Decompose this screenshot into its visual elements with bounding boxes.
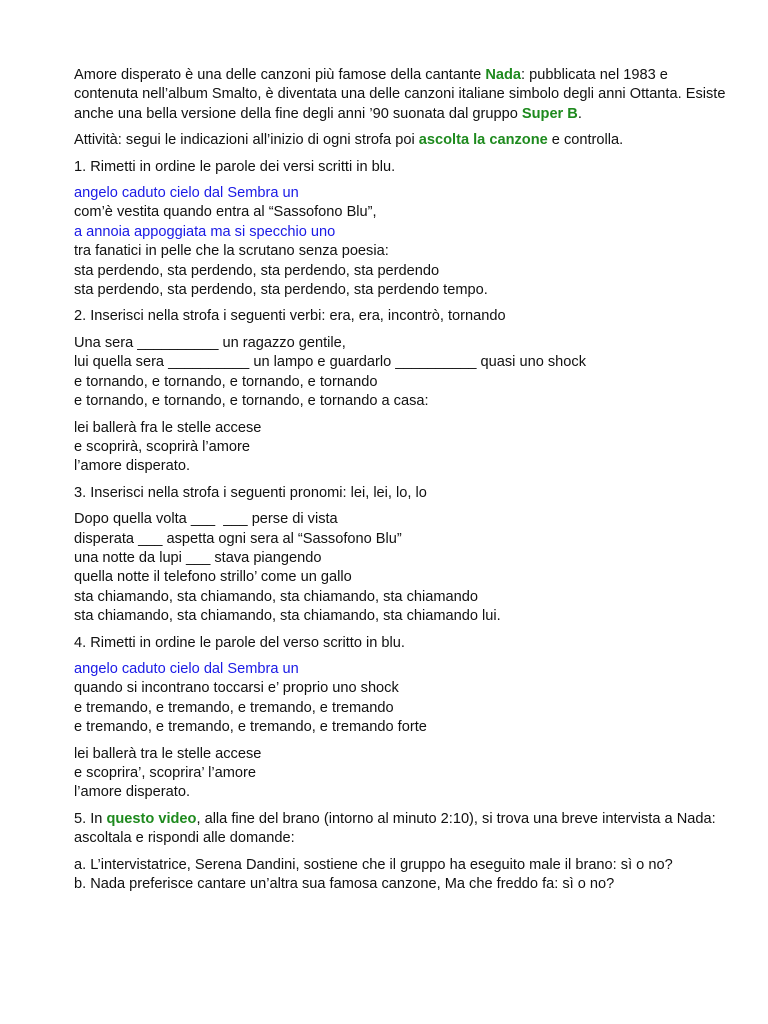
intro-text-continued: : pubblicata nel 1983 e contenuta nell’album Smalto, è diventata una delle canzoni italiane simbolo degli anni Ottanta. Esiste anche una bella versione della fine degli anni ’90 suonata dal gruppo	[74, 67, 726, 122]
intro-paragraph	[74, 66, 728, 124]
exercise-2-instruction: 2. Inserisci nella strofa i seguenti verbi: era, era, incontrò, tornando	[74, 308, 506, 325]
verse-line: com’è vestita quando entra al “Sassofono Blu”,	[74, 204, 377, 221]
exercise-4-instruction: 4. Rimetti in ordine le parole del verso scritto in blu.	[74, 634, 405, 651]
verse-line: e tremando, e tremando, e tremando, e tremando forte	[74, 719, 427, 736]
listen-song-link[interactable]: ascolta la canzone	[418, 132, 548, 149]
verse-line: e tornando, e tornando, e tornando, e tornando	[74, 373, 378, 390]
exercise-5-text-continued: , alla fine del brano (intorno al minuto 2:10), si trova una breve intervista a Nada: ascoltala e rispondi alle domande:	[74, 810, 716, 847]
exercise-2-verse	[74, 334, 728, 412]
exercise-1-instruction: 1. Rimetti in ordine le parole dei versi scritti in blu.	[74, 158, 396, 175]
verse-line: quella notte il telefono strillo’ come un gallo	[74, 569, 352, 586]
verse-line: disperata ___ aspetta ogni sera al “Sassofono Blu”	[74, 530, 402, 547]
chorus-line: l’amore disperato.	[74, 458, 190, 475]
intro-text: Amore disperato è una delle canzoni più famose della cantante	[74, 67, 486, 83]
exercise-3-verse	[74, 510, 728, 626]
verse-line: quando si incontrano toccarsi e’ proprio uno shock	[74, 680, 399, 697]
exercise-3-instruction: 3. Inserisci nella strofa i seguenti pronomi: lei, lei, lo, lo	[74, 484, 427, 501]
chorus-line: lei ballerà tra le stelle accese	[74, 745, 262, 762]
question-b: b. Nada preferisce cantare un’altra sua famosa canzone, Ma che freddo fa: sì o no?	[74, 876, 615, 893]
exercise-5-questions	[74, 856, 728, 895]
intro-period: .	[577, 105, 582, 122]
exercise-2-chorus	[74, 419, 728, 477]
verse-line: e tremando, e tremando, e tremando, e tremando	[74, 699, 394, 716]
verse-line: sta perdendo, sta perdendo, sta perdendo, sta perdendo tempo.	[74, 282, 488, 299]
chorus-line: l’amore disperato.	[74, 784, 190, 801]
exercise-4-chorus	[74, 745, 728, 803]
video-link[interactable]: questo video	[106, 810, 197, 827]
verse-line: Una sera __________ un ragazzo gentile,	[74, 334, 346, 351]
exercise-1-verse	[74, 184, 728, 300]
verse-line: tra fanatici in pelle che la scrutano senza poesia:	[74, 243, 389, 260]
chorus-line: e scoprirà, scoprirà l’amore	[74, 438, 250, 455]
scrambled-verse-line: angelo caduto cielo dal Sembra un	[74, 185, 299, 202]
exercise-4-verse	[74, 660, 728, 738]
activity-text-end: e controlla.	[547, 132, 624, 149]
scrambled-verse-line: a annoia appoggiata ma si specchio uno	[74, 223, 336, 240]
verse-line: sta perdendo, sta perdendo, sta perdendo, sta perdendo	[74, 262, 440, 279]
verse-line: lui quella sera __________ un lampo e guardarlo __________ quasi uno shock	[74, 354, 586, 371]
question-a: a. L’intervistatrice, Serena Dandini, sostiene che il gruppo ha eseguito male il brano: sì o no?	[74, 856, 673, 873]
band-name-highlight: Super B	[521, 105, 578, 122]
exercise-5-instruction	[74, 810, 728, 849]
verse-line: sta chiamando, sta chiamando, sta chiamando, sta chiamando lui.	[74, 608, 501, 625]
verse-line: sta chiamando, sta chiamando, sta chiamando, sta chiamando	[74, 588, 478, 605]
chorus-line: e scoprira’, scoprira’ l’amore	[74, 765, 256, 781]
verse-line: e tornando, e tornando, e tornando, e tornando a casa:	[74, 393, 429, 410]
activity-paragraph	[74, 131, 728, 150]
scrambled-verse-line: angelo caduto cielo dal Sembra un	[74, 660, 299, 677]
exercise-5-text: 5. In	[74, 810, 107, 827]
chorus-line: lei ballerà fra le stelle accese	[74, 419, 262, 436]
verse-line: una notte da lupi ___ stava piangendo	[74, 549, 322, 566]
activity-text: Attività: segui le indicazioni all’inizio di ogni strofa poi	[74, 132, 419, 149]
singer-name-highlight: Nada	[485, 67, 522, 83]
verse-line: Dopo quella volta ___ ___ perse di vista	[74, 511, 338, 528]
